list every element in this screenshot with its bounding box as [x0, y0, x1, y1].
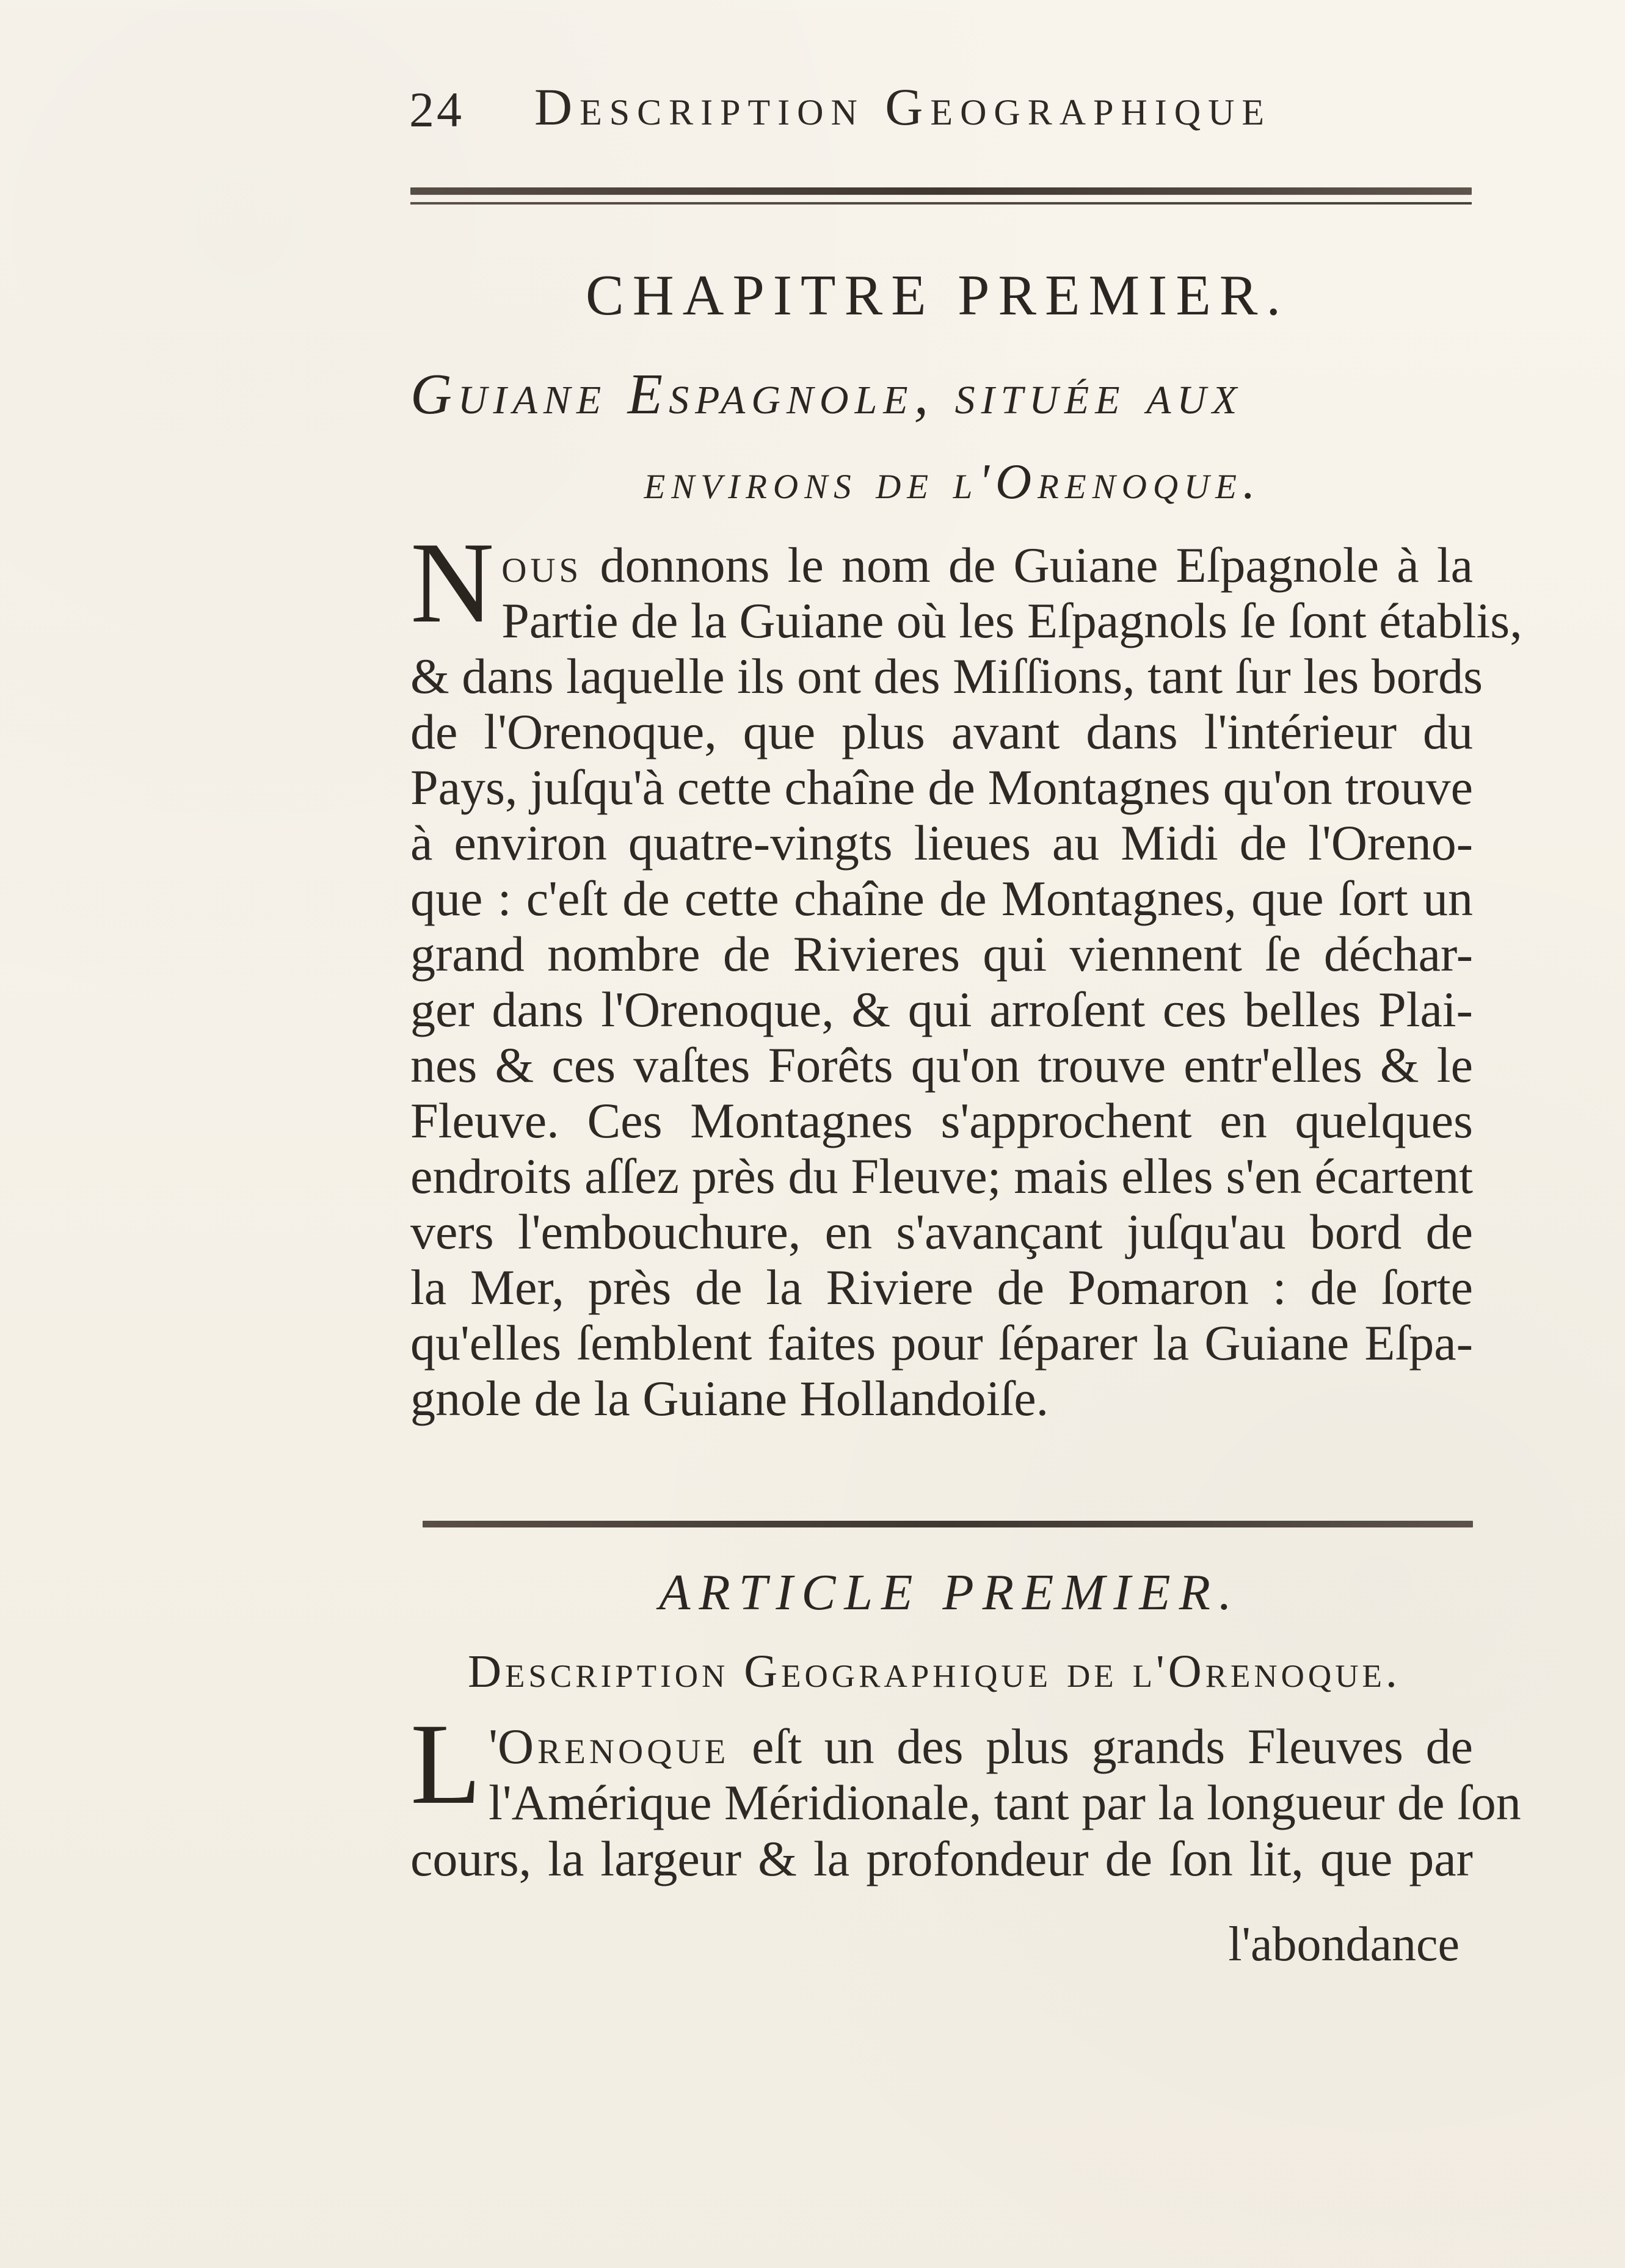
article-paragraph	[410, 1700, 1521, 1887]
article-paragraph-line-2: l'Amérique Méridionale, tant par la longueur de ſon	[489, 1775, 1521, 1830]
article-subtitle: Description Geographique de l'Orenoque.	[468, 1646, 1401, 1697]
drop-cap-n: N	[410, 519, 495, 647]
paragraph-line-1	[410, 537, 1473, 593]
paragraph-line-14: la Mer, près de la Riviere de Pomaron : de ſorte	[410, 1259, 1473, 1315]
paragraph-line-8: grand nombre de Rivieres qui viennent ſe déchar-	[410, 926, 1473, 982]
paragraph-line-3: & dans laquelle ils ont des Miſſions, tant ſur les bords	[410, 648, 1483, 704]
paragraph-line-9: ger dans l'Orenoque, & qui arroſent ces belles Plai-	[410, 982, 1473, 1037]
paragraph-line-15: qu'elles ſemblent faites pour ſéparer la Guiane Eſpa-	[410, 1315, 1473, 1371]
section-rule	[423, 1521, 1473, 1527]
drop-cap-l: L	[410, 1700, 482, 1828]
paragraph-line-11: Fleuve. Ces Montagnes s'approchent en quelques	[410, 1093, 1473, 1148]
paragraph-line-13: vers l'embouchure, en s'avançant juſqu'au bord de	[410, 1204, 1473, 1259]
paragraph-line-6: à environ quatre-vingts lieues au Midi de l'Oreno-	[410, 815, 1473, 871]
article-title: ARTICLE PREMIER.	[659, 1564, 1240, 1621]
article-paragraph-line-3: cours, la largeur & la profondeur de ſon lit, que par	[410, 1831, 1473, 1886]
paragraph-line-4: de l'Orenoque, que plus avant dans l'intérieur du	[410, 704, 1473, 759]
paragraph-line-10: nes & ces vaſtes Forêts qu'on trouve entr'elles & le	[410, 1037, 1473, 1093]
paragraph-line-2: Partie de la Guiane où les Eſpagnols ſe ſont établis,	[501, 593, 1522, 648]
running-head: Description Geographique	[534, 78, 1272, 136]
paragraph-line-7: que : c'eſt de cette chaîne de Montagnes, que ſort un	[410, 871, 1473, 926]
paragraph-line-5: Pays, juſqu'à cette chaîne de Montagnes qu'on trouve	[410, 759, 1473, 815]
chapter-paragraph	[410, 519, 1522, 1426]
catchword: l'abondance	[1228, 1918, 1460, 1971]
page-number: 24	[409, 82, 464, 137]
article-paragraph-apostrophe: '	[489, 1719, 498, 1774]
paragraph-line-16: gnole de la Guiane Hollandoiſe.	[410, 1371, 1049, 1426]
chapter-subtitle-line-1: Guiane Espagnole, située aux	[410, 363, 1243, 426]
article-paragraph-line-1-rest: eſt un des plus grands Fleuves de	[729, 1719, 1473, 1774]
top-double-rule	[410, 187, 1472, 195]
page-header	[409, 76, 1386, 143]
chapter-title: CHAPITRE PREMIER.	[586, 264, 1289, 327]
chapter-subtitle-line-2: environs de l'Orenoque.	[644, 454, 1262, 509]
paragraph-line-1-rest: donnons le nom de Guiane Eſpagnole à la	[582, 537, 1473, 593]
article-paragraph-line-1	[410, 1719, 1473, 1775]
paragraph-line-1-smallcaps: ous	[501, 537, 583, 593]
article-paragraph-smallcaps: Orenoque	[497, 1719, 730, 1774]
paragraph-line-12: endroits aſſez près du Fleuve; mais elles s'en écartent	[410, 1148, 1473, 1204]
